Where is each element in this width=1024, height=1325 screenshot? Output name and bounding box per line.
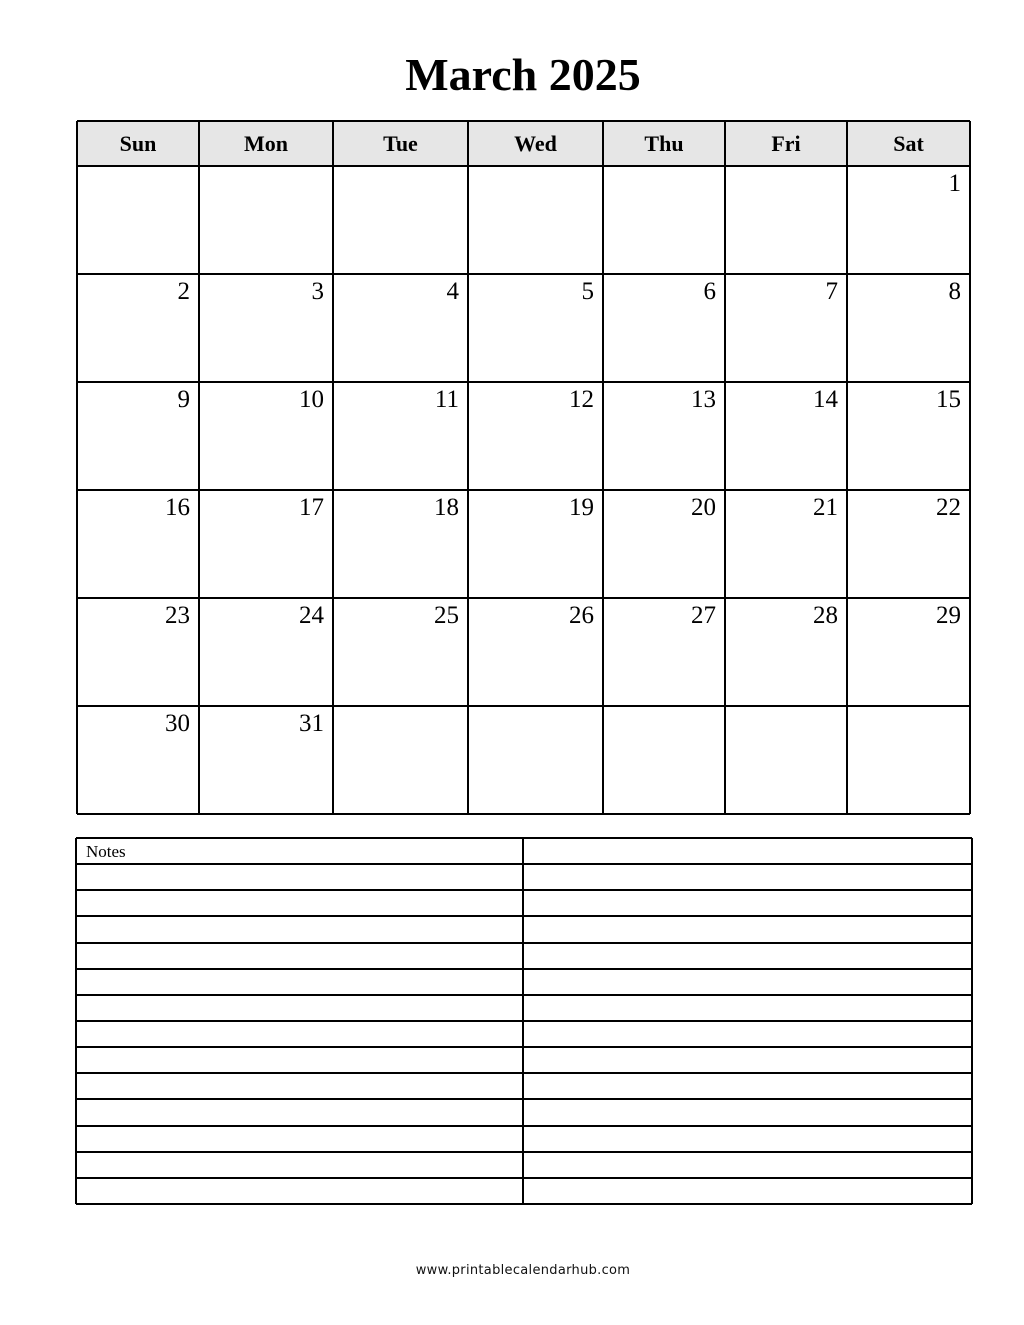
- grid-line-vertical: [602, 121, 604, 814]
- day-number: 13: [691, 386, 716, 413]
- day-number: 15: [936, 386, 961, 413]
- weekday-mon: Mon: [244, 131, 288, 156]
- notes-line: [76, 1098, 972, 1100]
- empty-day-cell: [333, 706, 468, 814]
- day-cell: [77, 490, 199, 598]
- day-cell: [603, 382, 725, 490]
- weekday-thu: Thu: [644, 131, 684, 156]
- empty-day-cell: [725, 166, 847, 274]
- notes-column-line: [75, 838, 77, 1204]
- day-cell: [199, 274, 333, 382]
- footer-url: www.printablecalendarhub.com: [415, 1263, 631, 1278]
- day-number: 5: [581, 278, 594, 305]
- day-number: 25: [434, 602, 459, 629]
- day-number: 7: [825, 278, 838, 305]
- page-title: March 2025: [405, 49, 641, 100]
- grid-line-vertical: [467, 121, 469, 814]
- notes-line: [76, 1072, 972, 1074]
- empty-day-cell: [725, 706, 847, 814]
- day-cell: [77, 382, 199, 490]
- notes-line: [76, 942, 972, 944]
- weekday-sat: Sat: [893, 131, 924, 156]
- notes-column-line: [971, 838, 973, 1204]
- day-number: 31: [299, 710, 324, 737]
- day-cell: [847, 274, 970, 382]
- notes-line: [76, 1046, 972, 1048]
- notes-line: [76, 1177, 972, 1179]
- day-number: 29: [936, 602, 961, 629]
- grid-line-vertical: [969, 121, 971, 814]
- grid-line-horizontal: [77, 165, 970, 167]
- grid-line-vertical: [724, 121, 726, 814]
- empty-day-cell: [468, 166, 603, 274]
- weekday-sun: Sun: [119, 131, 157, 156]
- empty-day-cell: [333, 166, 468, 274]
- calendar-grid: [77, 121, 971, 816]
- empty-day-cell: [847, 706, 970, 814]
- day-cell: [725, 382, 847, 490]
- empty-day-cell: [603, 166, 725, 274]
- notes-line: [76, 994, 972, 996]
- day-cell: [468, 382, 603, 490]
- day-cell: [333, 490, 468, 598]
- day-cell: [603, 490, 725, 598]
- day-cell: [847, 382, 970, 490]
- notes-line: [76, 863, 972, 865]
- notes-line: [76, 1020, 972, 1022]
- grid-line-horizontal: [77, 120, 970, 122]
- day-cell: [77, 274, 199, 382]
- day-number: 20: [691, 494, 716, 521]
- day-number: 4: [446, 278, 459, 305]
- empty-day-cell: [603, 706, 725, 814]
- day-cell: [468, 274, 603, 382]
- day-number: 28: [813, 602, 838, 629]
- day-cell: [77, 706, 199, 814]
- grid-line-horizontal: [77, 705, 970, 707]
- day-cell: [199, 598, 333, 706]
- day-number: 17: [299, 494, 324, 521]
- notes-line: [76, 1125, 972, 1127]
- day-cell: [725, 274, 847, 382]
- weekday-fri: Fri: [771, 131, 801, 156]
- day-number: 30: [165, 710, 190, 737]
- grid-line-horizontal: [77, 597, 970, 599]
- notes-label: Notes: [86, 842, 126, 861]
- day-cell: [603, 274, 725, 382]
- day-number: 9: [177, 386, 190, 413]
- day-number: 19: [569, 494, 594, 521]
- day-number: 24: [299, 602, 324, 629]
- day-number: 18: [434, 494, 459, 521]
- notes-line: [76, 837, 972, 839]
- day-cell: [603, 598, 725, 706]
- day-number: 1: [948, 170, 961, 197]
- notes-line: [76, 1151, 972, 1153]
- grid-line-horizontal: [77, 489, 970, 491]
- day-number: 23: [165, 602, 190, 629]
- day-number: 8: [948, 278, 961, 305]
- day-cell: [468, 490, 603, 598]
- day-number: 16: [165, 494, 190, 521]
- grid-line-vertical: [198, 121, 200, 814]
- grid-line-horizontal: [77, 273, 970, 275]
- day-number: 3: [311, 278, 324, 305]
- day-cell: [77, 598, 199, 706]
- day-cell: [847, 598, 970, 706]
- notes-line: [76, 1203, 972, 1205]
- day-number: 11: [434, 386, 459, 413]
- day-cell: [468, 598, 603, 706]
- grid-line-vertical: [332, 121, 334, 814]
- notes-line: [76, 915, 972, 917]
- notes-column-line: [522, 838, 524, 1204]
- day-cell: [725, 490, 847, 598]
- day-cell: [199, 382, 333, 490]
- day-cell: [333, 382, 468, 490]
- empty-day-cell: [468, 706, 603, 814]
- day-number: 27: [691, 602, 716, 629]
- notes-table: [76, 838, 972, 1204]
- day-number: 26: [569, 602, 594, 629]
- day-number: 2: [177, 278, 190, 305]
- day-cell: [333, 598, 468, 706]
- grid-line-vertical: [76, 121, 78, 814]
- day-cell: [847, 166, 970, 274]
- day-number: 12: [569, 386, 594, 413]
- day-cell: [847, 490, 970, 598]
- day-number: 6: [703, 278, 716, 305]
- empty-day-cell: [77, 166, 199, 274]
- day-cell: [333, 274, 468, 382]
- weekday-tue: Tue: [383, 131, 418, 156]
- grid-line-horizontal: [77, 813, 970, 815]
- grid-line-horizontal: [77, 381, 970, 383]
- day-number: 14: [813, 386, 838, 413]
- notes-line: [76, 968, 972, 970]
- empty-day-cell: [199, 166, 333, 274]
- grid-line-vertical: [846, 121, 848, 814]
- weekday-wed: Wed: [514, 131, 557, 156]
- day-cell: [199, 706, 333, 814]
- day-number: 21: [813, 494, 838, 521]
- day-cell: [725, 598, 847, 706]
- day-cell: [199, 490, 333, 598]
- day-number: 10: [299, 386, 324, 413]
- notes-line: [76, 889, 972, 891]
- day-number: 22: [936, 494, 961, 521]
